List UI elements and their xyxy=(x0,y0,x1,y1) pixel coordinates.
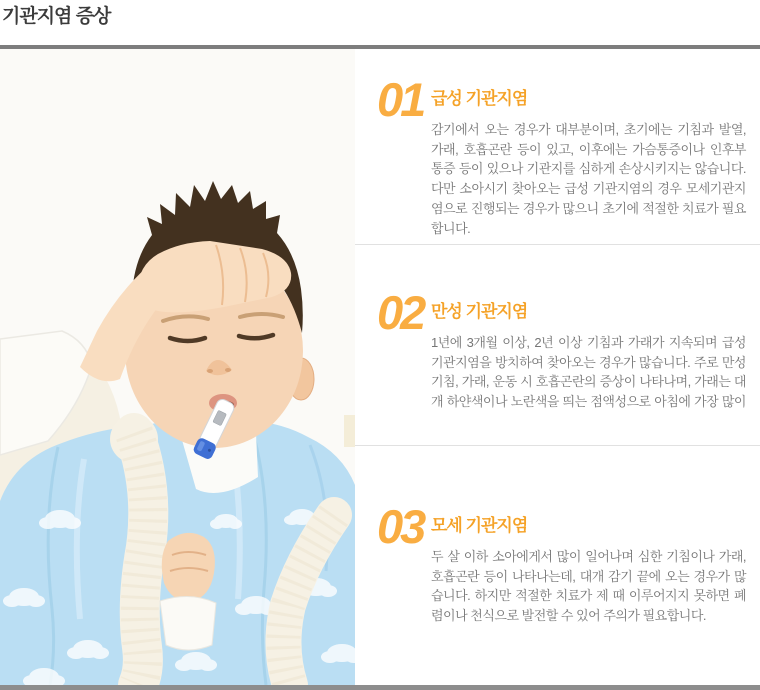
section-heading-bronchiolitis: 모세 기관지염 xyxy=(431,516,528,535)
section-number-03: 03 xyxy=(377,500,424,553)
section-text-chronic: 1년에 3개월 이상, 2년 이상 기침과 가래가 지속되며 급성 기관지염을 방치하여 찾아오는 경우가 많습니다. 주로 만성 기침, 가래, 운동 시 호흡곤란의 증상이 나타나며, 가래는 대개 하얀색이나 노란색을 띄는 점액성으로 아침에 가장 많이 xyxy=(431,335,746,410)
section-bronchiolitis xyxy=(377,500,746,626)
section-acute-bronchitis xyxy=(377,73,746,238)
section-text-bronchiolitis: 두 살 이하 소아에게서 많이 일어나며 심한 기침이나 가래, 호흡곤란 등이 나타나는데, 대개 감기 끝에 오는 경우가 많습니다. 하지만 적절한 치료가 제 때 이루어지지 못하면 폐렴이나 천식으로 발전할 수 있어 주의가 필요합니다. xyxy=(431,549,746,624)
section-divider-1 xyxy=(355,244,760,245)
section-number-01: 01 xyxy=(377,73,424,126)
section-divider-2 xyxy=(355,445,760,446)
section-text-acute: 감기에서 오는 경우가 대부분이며, 초기에는 기침과 발열, 가래, 호흡곤란 등이 있고, 이후에는 가슴통증이나 인후부 통증 등이 있으나 기관지를 심하게 손상시키지는 않습니다. 다만 소아시기 찾아오는 급성 기관지염의 경우 모세기관지염으로 진행되는 경우가 많으니 초기에 적절한 치료가 필요합니다. xyxy=(431,122,746,236)
bottom-divider-bar xyxy=(0,685,760,690)
section-heading-acute: 급성 기관지염 xyxy=(431,89,528,108)
sick-child-photo xyxy=(0,49,355,685)
section-number-02: 02 xyxy=(377,286,424,339)
background-object xyxy=(344,415,355,447)
section-chronic-bronchitis xyxy=(377,286,746,412)
photo-area xyxy=(0,49,355,685)
page-title: 기관지염 증상 xyxy=(2,6,111,27)
section-heading-chronic: 만성 기관지염 xyxy=(431,302,528,321)
